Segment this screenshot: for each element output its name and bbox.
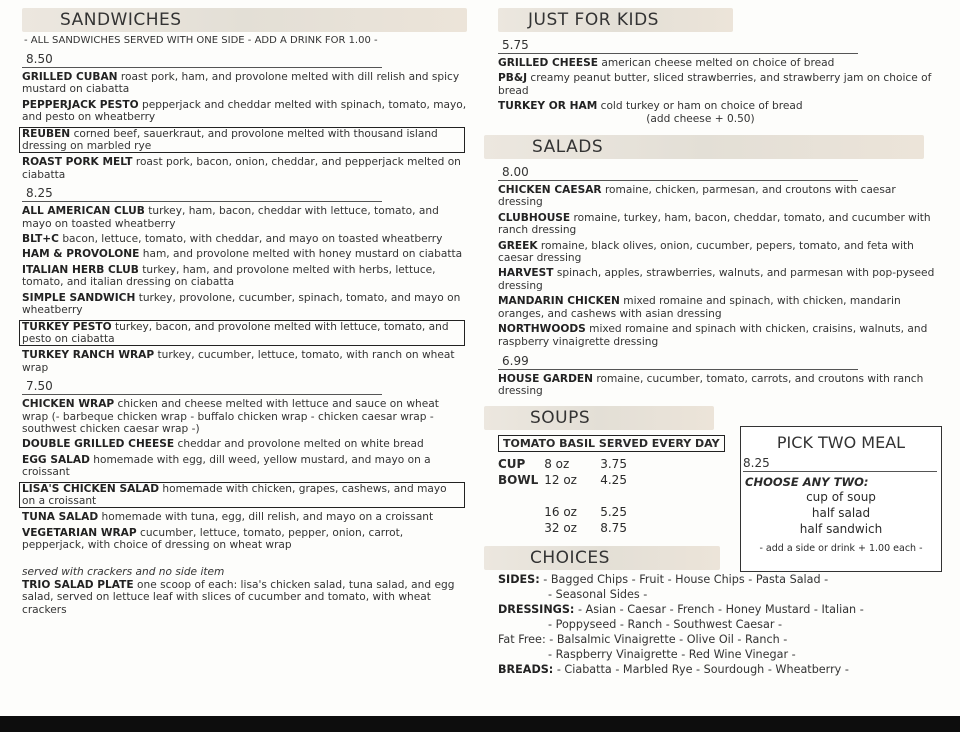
soup-label	[498, 488, 544, 520]
soup-price: 8.75	[600, 520, 627, 535]
sandwiches-banner	[22, 8, 467, 32]
item-name: VEGETARIAN WRAP	[22, 526, 137, 539]
soup-size: 12 oz	[544, 472, 577, 487]
menu-item-chicken-caesar	[498, 184, 943, 209]
item-desc: turkey, ham, bacon, cheddar with lettuce, tomato, and mayo on toasted wheatberry	[22, 205, 439, 230]
divider	[743, 471, 937, 472]
item-desc: homemade with tuna, egg, dill relish, and mayo on a croissant	[101, 511, 434, 524]
soup-size-row	[498, 488, 633, 520]
price-tier: 8.50	[26, 52, 53, 66]
item-desc: turkey, bacon, and provolone melted with lettuce, tomato, and pesto on ciabatta	[22, 320, 449, 345]
item-desc: romaine, cucumber, tomato, carrots, and croutons with ranch dressing	[498, 372, 924, 398]
item-desc: cheddar and provolone melted on white bread	[177, 438, 424, 451]
soup-size: 8 oz	[544, 456, 570, 471]
item-name: CLUBHOUSE	[498, 211, 571, 224]
pick-two-options	[741, 489, 941, 537]
item-desc: roast pork, ham, and provolone melted with dill relish and spicy mustard on ciabatta	[22, 71, 460, 96]
menu-item-egg-salad	[22, 454, 467, 479]
price-tier: 7.50	[26, 379, 53, 394]
item-name: GRILLED CHEESE	[498, 57, 598, 69]
pick-two-note: - add a side or drink + 1.00 each -	[759, 543, 923, 554]
item-desc: romaine, black olives, onion, cucumber, pepers, tomato, and feta with caesar dressing	[498, 239, 914, 265]
item-name: HARVEST	[498, 267, 554, 280]
item-name: SIMPLE SANDWICH	[22, 291, 136, 304]
soup-size-row	[498, 456, 633, 472]
item-desc: romaine, turkey, ham, bacon, cheddar, tomato, and cucumber with ranch dressing	[498, 211, 931, 237]
item-name: TURKEY OR HAM	[498, 100, 598, 113]
item-name: TURKEY PESTO	[22, 320, 112, 333]
choices-dressings-cont: - Poppyseed - Ranch - Southwest Caesar -	[548, 617, 783, 631]
price-tier: 6.99	[502, 353, 529, 368]
choices-breads: BREADS: - Ciabatta - Marbled Rye - Sourdough - Wheatberry -	[498, 662, 849, 676]
item-name: HOUSE GARDEN	[498, 372, 593, 385]
menu-item-tuna-salad	[22, 511, 467, 523]
soup-size: 16 oz	[544, 504, 577, 519]
item-name: ITALIAN HERB CLUB	[22, 263, 139, 276]
pick-two-price: 8.25	[743, 456, 770, 470]
item-name: ALL AMERICAN CLUB	[22, 205, 145, 218]
menu-item-clubhouse	[498, 212, 943, 237]
soup-size-row	[498, 520, 633, 536]
item-name: PEPPERJACK PESTO	[22, 98, 139, 111]
item-desc: cold turkey or ham on choice of bread	[600, 100, 803, 113]
item-name: EGG SALAD	[22, 453, 90, 466]
sandwiches-column	[22, 0, 467, 616]
choices-list	[498, 572, 943, 677]
soup-price: 4.25	[600, 472, 627, 487]
menu-item-turkey-ranch-wrap	[22, 349, 467, 374]
item-desc: cucumber, lettuce, tomato, pepper, onion, carrot, pepperjack, with choice of dressing on wheat wrap	[22, 526, 404, 552]
salads-heading: SALADS	[532, 137, 604, 158]
menu-item-all-american-club	[22, 205, 467, 230]
item-desc: romaine, chicken, parmesan, and croutons with caesar dressing	[498, 184, 896, 209]
menu-item-pb-j	[498, 72, 943, 97]
item-name: TRIO SALAD PLATE	[22, 579, 134, 591]
divider	[22, 201, 382, 202]
item-desc: turkey, cucumber, lettuce, tomato, with ranch on wheat wrap	[22, 349, 455, 374]
item-desc: mixed romaine and spinach, with chicken, mandarin oranges, and cashews with asian dressing	[498, 295, 901, 320]
menu-item-roast-pork-melt	[22, 156, 467, 181]
item-desc: homemade with chicken, grapes, cashews, and mayo on a croissant	[22, 482, 447, 507]
choices-fatfree-cont: - Raspberry Vinaigrette - Red Wine Vinegar -	[548, 647, 796, 661]
choices-sides: SIDES: - Bagged Chips - Fruit - House Chips - Pasta Salad -	[498, 572, 829, 586]
item-desc: bacon, lettuce, tomato, with cheddar, and mayo on toasted wheatberry	[62, 233, 443, 246]
menu-item-greek	[498, 240, 943, 265]
menu-item-harvest	[498, 267, 943, 292]
item-name: DOUBLE GRILLED CHEESE	[22, 438, 175, 451]
item-desc: chicken and cheese melted with lettuce and sauce on wheat wrap (- barbeque chicken wrap - buffalo chicken wrap - chicken caesar wrap - southwest chicken caesar wrap -)	[22, 398, 439, 435]
sandwich-groups	[22, 52, 467, 552]
item-name: PB&J	[498, 72, 528, 85]
sandwiches-heading: SANDWICHES	[60, 10, 182, 30]
menu-item-simple-sandwich	[22, 292, 467, 317]
item-desc: turkey, ham, and provolone melted with herbs, lettuce, tomato, and italian dressing on ciabatta	[22, 263, 436, 289]
soup-price: 3.75	[600, 456, 627, 471]
menu-item-mandarin-chicken	[498, 295, 943, 320]
divider	[22, 394, 382, 395]
item-name: TURKEY RANCH WRAP	[22, 349, 155, 362]
sandwiches-note: - ALL SANDWICHES SERVED WITH ONE SIDE - ADD A DRINK FOR 1.00 -	[24, 35, 378, 46]
menu-item-grilled-cheese	[498, 57, 943, 69]
soup-label: CUP	[498, 456, 526, 471]
item-desc: roast pork, bacon, onion, cheddar, and pepperjack melted on ciabatta	[22, 156, 461, 181]
soup-sizes	[498, 456, 633, 536]
item-name: HAM & PROVOLONE	[22, 248, 140, 261]
menu-item-chicken-wrap	[22, 398, 467, 435]
item-desc: creamy peanut butter, sliced strawberries, and strawberry jam on choice of bread	[498, 72, 932, 97]
kids-banner	[498, 8, 733, 32]
soup-size: 32 oz	[544, 520, 577, 535]
pick-two-option: half sandwich	[799, 522, 883, 536]
kids-items	[498, 57, 943, 113]
pick-two-option: half salad	[811, 506, 871, 520]
price-tier: 8.25	[26, 186, 53, 201]
item-name: LISA'S CHICKEN SALAD	[22, 482, 160, 495]
item-desc: spinach, apples, strawberries, walnuts, and parmesan with pop-pyseed dressing	[498, 267, 935, 292]
item-name: TUNA SALAD	[22, 511, 99, 524]
item-name: GREEK	[498, 239, 538, 252]
menu-item-ham-provolone	[22, 248, 467, 260]
divider	[498, 53, 858, 54]
divider	[22, 67, 382, 68]
soups-heading: SOUPS	[530, 407, 591, 428]
kids-price: 5.75	[502, 38, 529, 52]
menu-item-reuben	[19, 127, 465, 154]
menu-item-double-grilled-cheese	[22, 438, 467, 450]
soups-banner	[484, 406, 714, 430]
choices-fatfree: Fat Free: - Balsalmic Vinaigrette - Olive Oil - Ranch -	[498, 632, 788, 646]
divider	[498, 369, 858, 370]
menu-item-pepperjack-pesto	[22, 99, 467, 124]
menu-item-trio-salad-plate	[22, 579, 467, 616]
right-column	[498, 0, 943, 677]
salad-groups	[498, 165, 943, 398]
item-name: GRILLED CUBAN	[22, 71, 118, 83]
menu-item-italian-herb-club	[22, 264, 467, 289]
item-desc: pepperjack and cheddar melted with spinach, tomato, mayo, and pesto on wheatberry	[22, 98, 467, 124]
trio-note: served with crackers and no side item	[22, 565, 225, 578]
pick-two-meal-box	[740, 426, 942, 572]
divider	[498, 180, 858, 181]
item-name: NORTHWOODS	[498, 323, 586, 336]
menu-item-grilled-cuban	[22, 71, 467, 96]
item-desc: one scoop of each: lisa's chicken salad, tuna salad, and egg salad, served on lettuce leaf with slices of cucumber and tomato, with wheat crackers	[22, 579, 455, 616]
soup-featured: TOMATO BASIL SERVED EVERY DAY	[498, 435, 725, 452]
menu-item-northwoods	[498, 323, 943, 348]
choices-heading: CHOICES	[530, 547, 610, 568]
soup-size-row	[498, 472, 633, 488]
soup-label: BOWL	[498, 472, 539, 487]
choices-sides-cont: - Seasonal Sides -	[548, 587, 648, 601]
pick-two-option: cup of soup	[806, 490, 876, 504]
menu-item-vegetarian-wrap	[22, 527, 467, 552]
choices-dressings: DRESSINGS: - Asian - Caesar - French - Honey Mustard - Italian -	[498, 602, 864, 616]
pick-two-title: PICK TWO MEAL	[776, 433, 906, 452]
menu-item-house-garden	[498, 373, 943, 398]
kids-addon: (add cheese + 0.50)	[646, 112, 755, 125]
item-desc: homemade with egg, dill weed, yellow mustard, and mayo on a croissant	[22, 453, 431, 479]
item-name: MANDARIN CHICKEN	[498, 295, 620, 308]
pick-two-choose: CHOOSE ANY TWO:	[745, 475, 869, 489]
item-desc: american cheese melted on choice of bread	[601, 57, 835, 69]
soup-price: 5.25	[600, 504, 627, 519]
item-desc: turkey, provolone, cucumber, spinach, tomato, and mayo on wheatberry	[22, 291, 461, 317]
soup-label	[498, 520, 544, 536]
menu-item-turkey-pesto	[19, 320, 465, 347]
item-name: REUBEN	[22, 127, 71, 140]
item-name: ROAST PORK MELT	[22, 156, 133, 169]
item-name: BLT+C	[22, 233, 59, 246]
menu-item-blt-c	[22, 233, 467, 245]
choices-banner	[484, 546, 720, 570]
menu-item-lisa-s-chicken-salad	[19, 482, 465, 509]
salads-banner	[484, 135, 924, 159]
price-tier: 8.00	[502, 165, 529, 180]
kids-heading: JUST FOR KIDS	[528, 10, 659, 30]
item-desc: ham, and provolone melted with honey mustard on ciabatta	[142, 248, 463, 261]
item-desc: mixed romaine and spinach with chicken, craisins, walnuts, and raspberry vinaigrette dressing	[498, 323, 928, 348]
item-name: CHICKEN CAESAR	[498, 184, 602, 197]
item-desc: corned beef, sauerkraut, and provolone melted with thousand island dressing on marbled rye	[22, 127, 438, 153]
item-name: CHICKEN WRAP	[22, 398, 115, 411]
menu-item-turkey-or-ham	[498, 100, 943, 112]
